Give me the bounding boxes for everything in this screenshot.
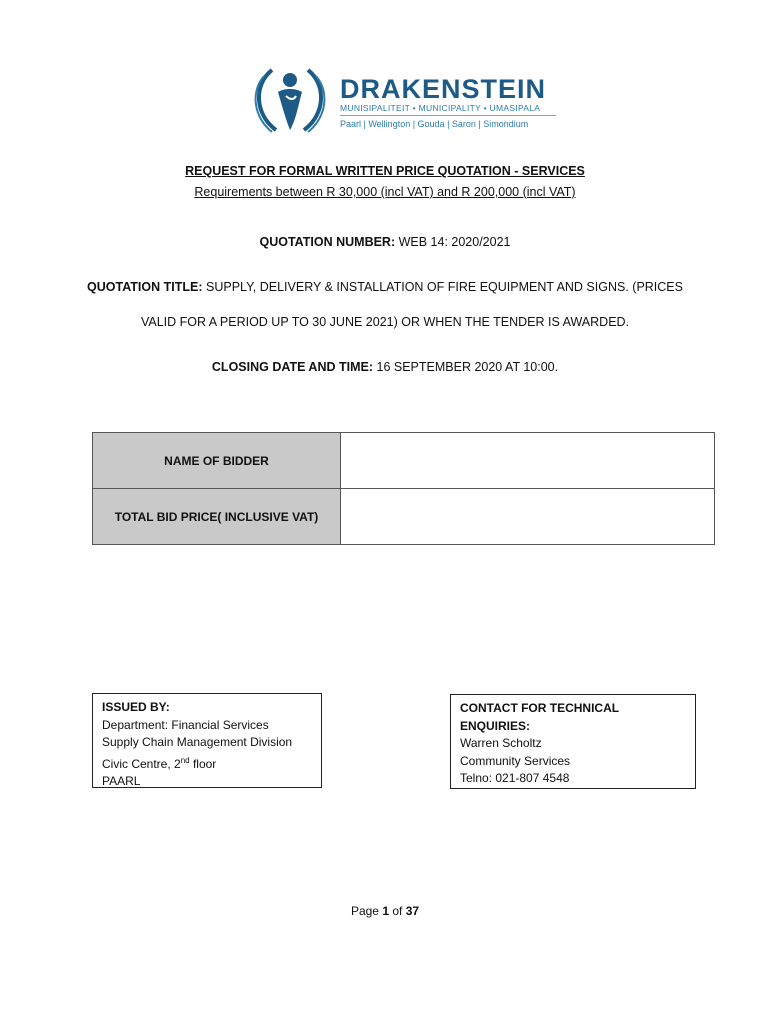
logo-brand-text: DRAKENSTEIN <box>340 74 547 104</box>
quotation-title-value-1: SUPPLY, DELIVERY & INSTALLATION OF FIRE EQUIPMENT AND SIGNS. (PRICES <box>206 280 683 294</box>
issued-by-box <box>92 693 322 788</box>
contact-heading: CONTACT FOR TECHNICAL ENQUIRIES: <box>460 701 619 733</box>
quotation-title-line1 <box>0 280 770 294</box>
table-row <box>93 433 715 489</box>
closing-date <box>0 360 770 374</box>
bidder-name-label: NAME OF BIDDER <box>93 433 341 489</box>
issued-by-division: Supply Chain Management Division <box>102 735 293 749</box>
quotation-number-value: WEB 14: 2020/2021 <box>398 235 511 249</box>
issued-by-department: Department: Financial Services <box>102 717 269 732</box>
drakenstein-logo <box>250 62 560 136</box>
issued-by-city: PAARL <box>102 774 141 788</box>
quotation-number <box>0 235 770 249</box>
bid-table <box>92 432 715 545</box>
technical-contact-box <box>450 694 696 789</box>
logo-divider <box>340 115 556 116</box>
issued-by-address: Civic Centre, 2nd floor <box>102 755 217 771</box>
total-bid-price-field[interactable] <box>341 489 715 545</box>
quotation-title-line2: VALID FOR A PERIOD UP TO 30 JUNE 2021) OR WHEN THE TENDER IS AWARDED. <box>140 315 630 329</box>
issued-by-heading: ISSUED BY: <box>102 700 170 714</box>
quotation-number-label: QUOTATION NUMBER: <box>259 235 396 249</box>
bidder-name-field[interactable] <box>341 433 715 489</box>
closing-date-label: CLOSING DATE AND TIME: <box>211 360 374 374</box>
logo-towns: Paarl | Wellington | Gouda | Saron | Simondium <box>340 119 529 129</box>
table-row <box>93 489 715 545</box>
contact-telno: Telno: 021-807 4548 <box>460 771 570 785</box>
contact-department: Community Services <box>460 753 571 768</box>
municipality-emblem-icon <box>250 62 330 136</box>
contact-name: Warren Scholtz <box>460 736 542 750</box>
quotation-title-label: QUOTATION TITLE: <box>87 280 203 294</box>
closing-date-value: 16 SEPTEMBER 2020 AT 10:00. <box>376 360 559 374</box>
total-bid-price-label: TOTAL BID PRICE( INCLUSIVE VAT) <box>93 489 341 545</box>
logo-subtitle: MUNISIPALITEIT • MUNICIPALITY • UMASIPALA <box>340 103 541 113</box>
requirements-line: Requirements between R 30,000 (incl VAT) and R 200,000 (incl VAT) <box>194 185 576 199</box>
document-title: REQUEST FOR FORMAL WRITTEN PRICE QUOTATION - SERVICES <box>185 164 585 178</box>
page-number: Page 1 of 37 <box>350 904 420 918</box>
